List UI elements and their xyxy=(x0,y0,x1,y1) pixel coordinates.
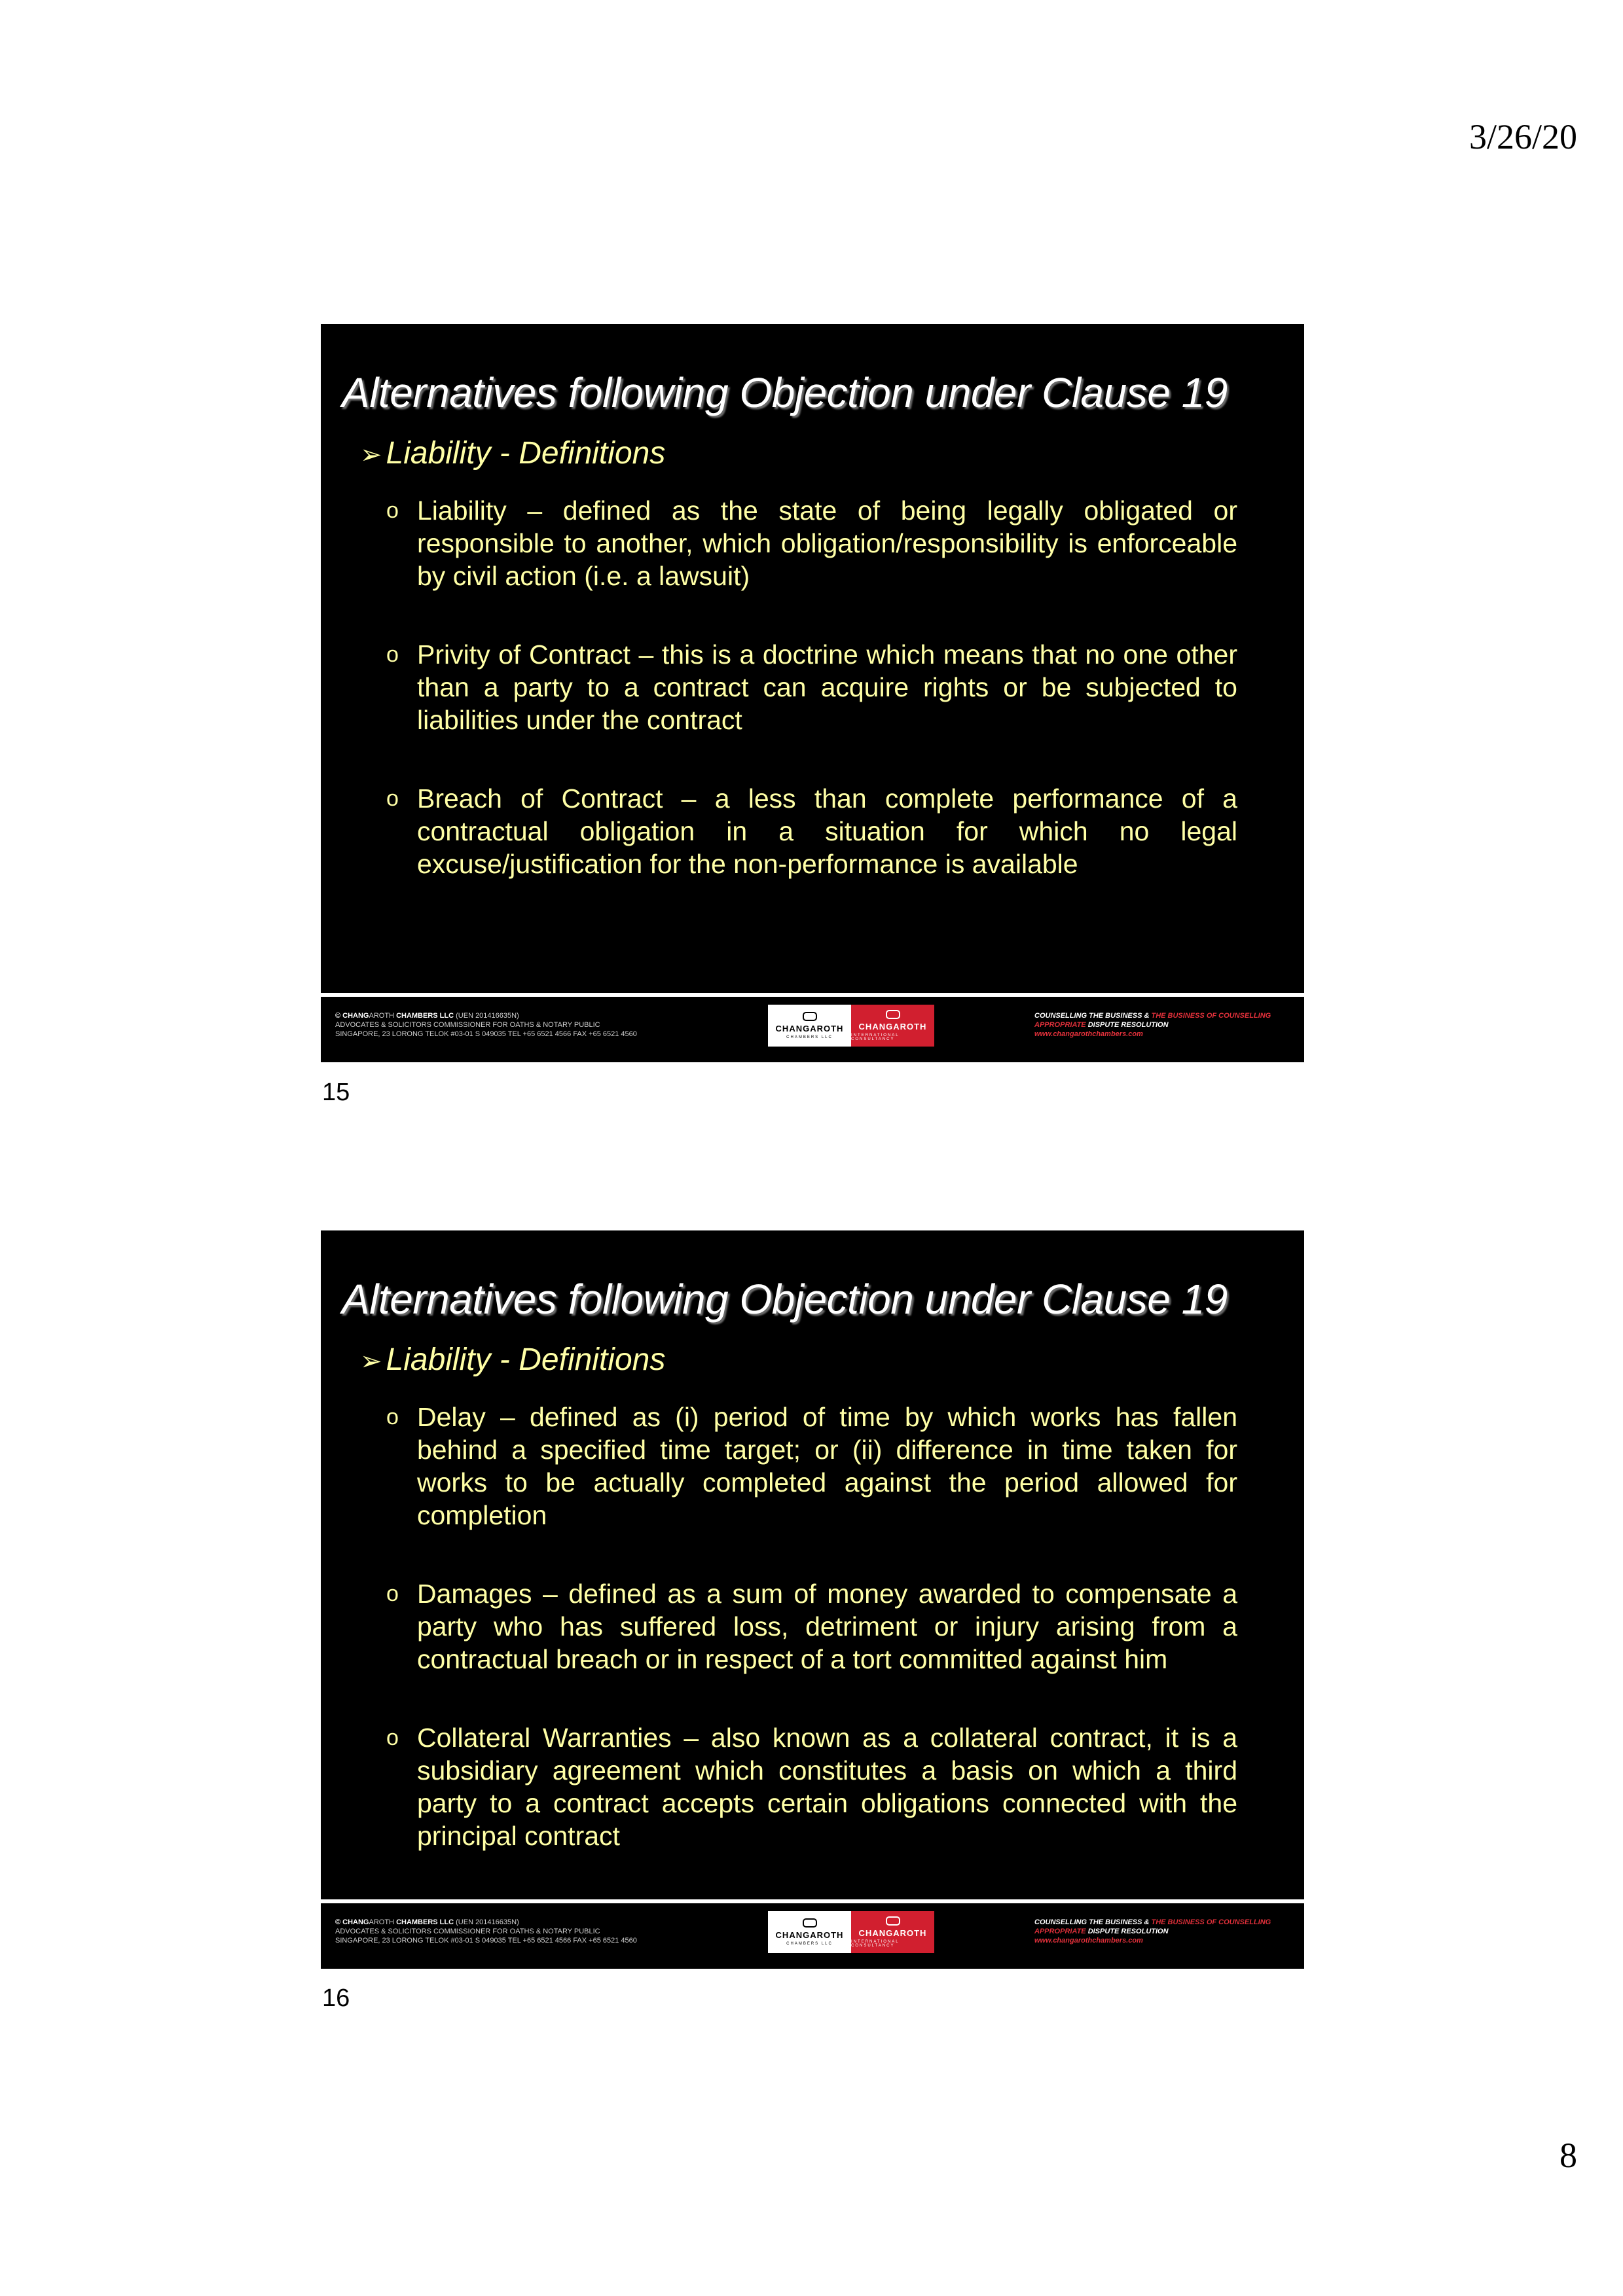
footer-tagline: COUNSELLING THE BUSINESS & THE BUSINESS OF COUNSELLING APPROPRIATE DISPUTE RESOLUTION www.changarothchambers.com xyxy=(1034,1012,1271,1038)
list-item xyxy=(386,1577,1237,1676)
list-item xyxy=(386,638,1237,736)
hollow-circle-bullet-icon: o xyxy=(386,1581,399,1606)
arrow-right-icon: ➢ xyxy=(360,440,382,469)
footer-firm-info: © CHANGAROTH CHAMBERS LLC (UEN 201416635N) ADVOCATES & SOLICITORS COMMISSIONER FOR OATHS & NOTARY PUBLIC SINGAPORE, 23 LORONG TELOK #03-01 S 049035 TEL +65 6521 4566 FAX +65 6521 4560 xyxy=(335,1012,637,1038)
bullet-list xyxy=(386,1401,1237,1898)
bullet-text: Delay – defined as (i) period of time by which works has fallen behind a specified time target; or (ii) difference in time taken for works to be actually completed against the period allowed for completion xyxy=(417,1402,1237,1530)
logo-mark-icon xyxy=(803,1012,817,1021)
logo-mark-icon xyxy=(803,1918,817,1928)
bullet-text: Privity of Contract – this is a doctrine which means that no one other than a party to a contract can acquire rights or be subjected to liabilities under the contract xyxy=(417,639,1237,735)
footer-firm-info: © CHANGAROTH CHAMBERS LLC (UEN 201416635N) ADVOCATES & SOLICITORS COMMISSIONER FOR OATHS & NOTARY PUBLIC SINGAPORE, 23 LORONG TELOK #03-01 S 049035 TEL +65 6521 4566 FAX +65 6521 4560 xyxy=(335,1918,637,1945)
list-item xyxy=(386,1401,1237,1532)
slide-title: Alternatives following Objection under Clause 19 xyxy=(342,369,1228,416)
page-number: 8 xyxy=(1559,2136,1577,2175)
slide-number-label: 16 xyxy=(322,1984,350,2012)
bullet-text: Breach of Contract – a less than complete performance of a contractual obligation in a situation for which no legal excuse/justification for the non-performance is available xyxy=(417,783,1237,879)
slide-subtitle xyxy=(360,435,665,471)
bullet-text: Damages – defined as a sum of money awarded to compensate a party who has suffered loss, detriment or injury arising from a contractual breach or in respect of a tort committed against him xyxy=(417,1579,1237,1674)
bullet-list xyxy=(386,494,1237,926)
subtitle-text: Liability - Definitions xyxy=(386,436,666,471)
footer-divider xyxy=(321,993,1304,997)
footer-tagline: COUNSELLING THE BUSINESS & THE BUSINESS OF COUNSELLING APPROPRIATE DISPUTE RESOLUTION www.changarothchambers.com xyxy=(1034,1918,1271,1945)
slide-title: Alternatives following Objection under Clause 19 xyxy=(342,1276,1228,1323)
logo-mark-icon xyxy=(886,1010,900,1019)
footer-divider xyxy=(321,1899,1304,1903)
arrow-right-icon: ➢ xyxy=(360,1347,382,1376)
page-date: 3/26/20 xyxy=(1468,117,1577,156)
bullet-text: Collateral Warranties – also known as a collateral contract, it is a subsidiary agreement which constitutes a basis on which a third party to a contract accepts certain obligations connected with the principal contract xyxy=(417,1723,1237,1851)
slide-16 xyxy=(321,1230,1304,1969)
hollow-circle-bullet-icon: o xyxy=(386,1405,399,1429)
hollow-circle-bullet-icon: o xyxy=(386,498,399,523)
list-item xyxy=(386,782,1237,880)
hollow-circle-bullet-icon: o xyxy=(386,642,399,667)
subtitle-text: Liability - Definitions xyxy=(386,1342,666,1377)
hollow-circle-bullet-icon: o xyxy=(386,786,399,811)
list-item xyxy=(386,1721,1237,1852)
hollow-circle-bullet-icon: o xyxy=(386,1725,399,1750)
logo-mark-icon xyxy=(886,1916,900,1926)
firm-logo: CHANGAROTH CHAMBERS LLC CHANGAROTH INTERNATIONAL CONSULTANCY xyxy=(768,1911,934,1953)
slide-number-label: 15 xyxy=(322,1079,350,1106)
list-item xyxy=(386,494,1237,592)
slide-subtitle xyxy=(360,1342,665,1378)
firm-logo: CHANGAROTH CHAMBERS LLC CHANGAROTH INTERNATIONAL CONSULTANCY xyxy=(768,1005,934,1047)
bullet-text: Liability – defined as the state of being legally obligated or responsible to another, which obligation/responsibility is enforceable by civil action (i.e. a lawsuit) xyxy=(417,495,1237,591)
slide-15 xyxy=(321,324,1304,1062)
